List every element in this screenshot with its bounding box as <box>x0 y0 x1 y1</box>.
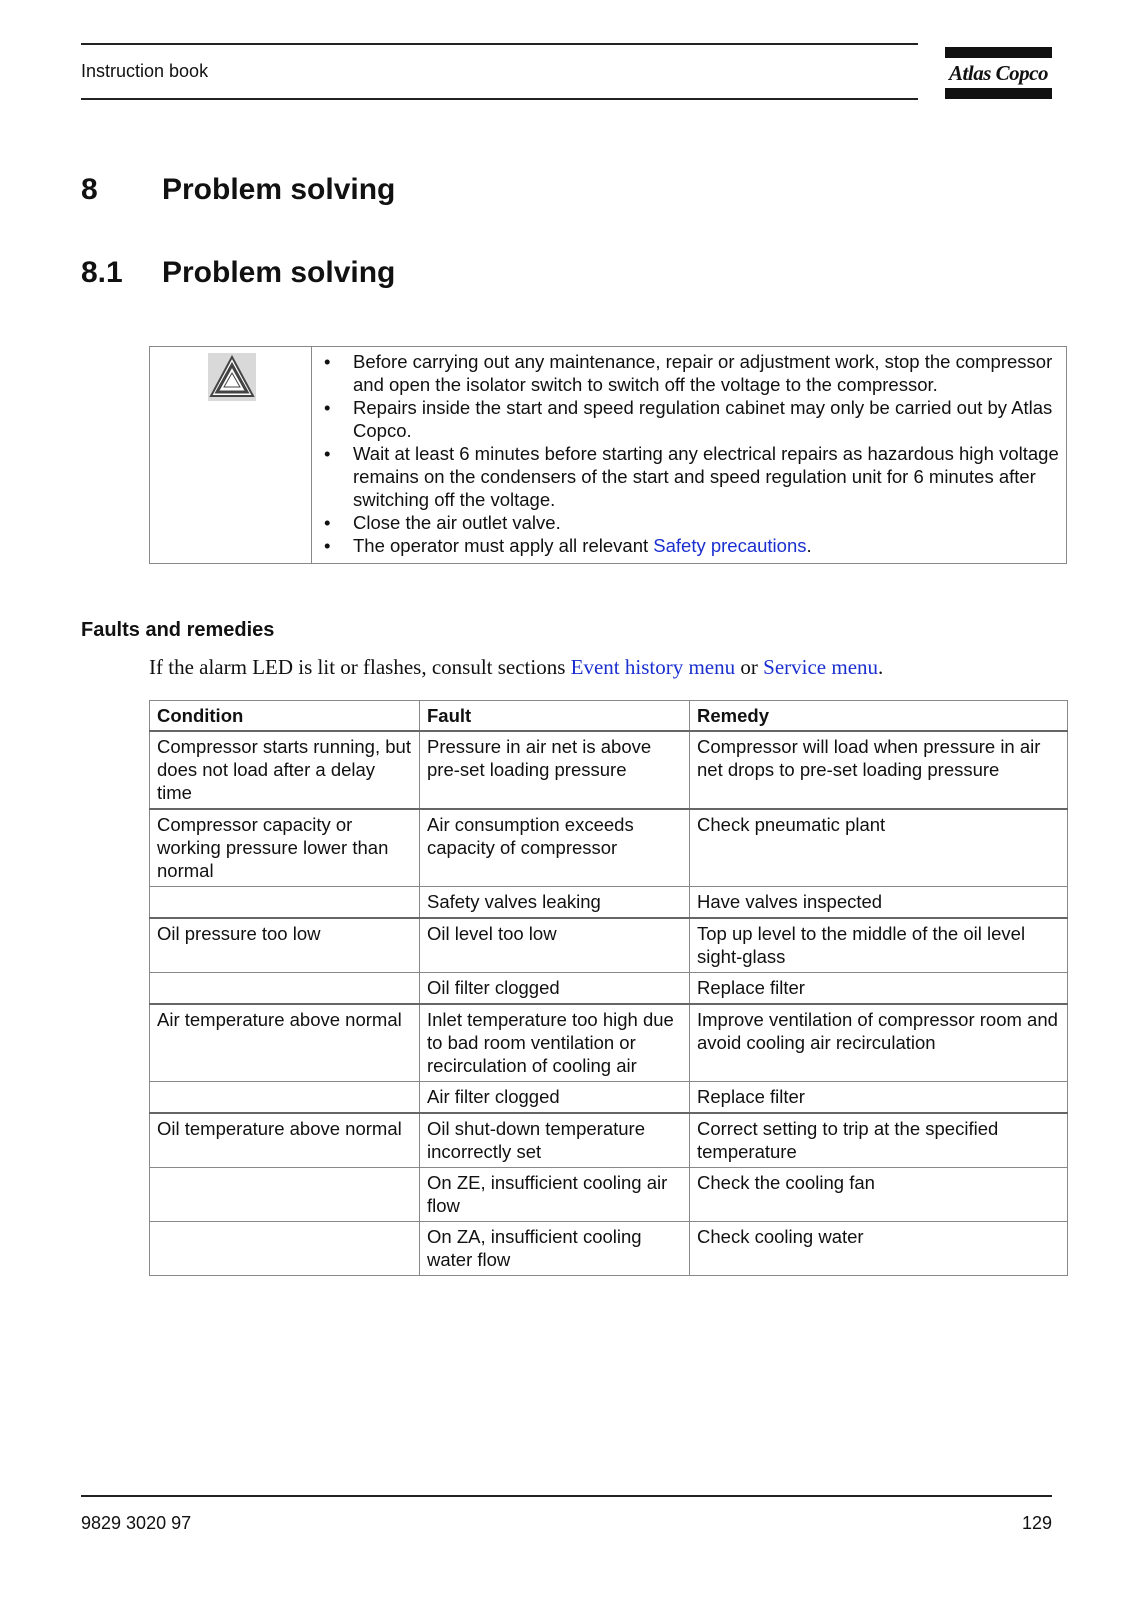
remedy-cell: Check pneumatic plant <box>690 809 1068 887</box>
remedy-cell: Top up level to the middle of the oil level sight-glass <box>690 918 1068 973</box>
table-header-row <box>150 701 1068 732</box>
fault-cell: Oil filter clogged <box>420 973 690 1005</box>
table-row <box>150 1222 1068 1276</box>
remedy-cell: Check cooling water <box>690 1222 1068 1276</box>
table-row <box>150 918 1068 973</box>
column-header-condition: Condition <box>150 701 420 732</box>
intro-text: If the alarm LED is lit or flashes, consult sections <box>149 655 571 679</box>
chapter-number: 8 <box>81 173 98 206</box>
fault-cell: On ZA, insufficient cooling water flow <box>420 1222 690 1276</box>
warning-item: • Before carrying out any maintenance, repair or adjustment work, stop the compressor and open the isolator switch to switch off the voltage to the compressor. <box>322 350 1067 396</box>
fault-cell: Pressure in air net is above pre-set loading pressure <box>420 731 690 809</box>
remedy-cell: Compressor will load when pressure in air net drops to pre-set loading pressure <box>690 731 1068 809</box>
condition-cell: Compressor starts running, but does not load after a delay time <box>150 731 420 809</box>
condition-cell <box>150 1168 420 1222</box>
table-row <box>150 973 1068 1005</box>
fault-cell: Oil level too low <box>420 918 690 973</box>
table-row <box>150 731 1068 809</box>
condition-cell <box>150 973 420 1005</box>
condition-cell <box>150 887 420 919</box>
table-row <box>150 1168 1068 1222</box>
warning-item: • Repairs inside the start and speed regulation cabinet may only be carried out by Atlas Copco. <box>322 396 1067 442</box>
event-history-menu-link[interactable]: Event history menu <box>570 655 736 679</box>
fault-cell: Inlet temperature too high due to bad room ventilation or recirculation of cooling air <box>420 1004 690 1082</box>
fault-cell: Air filter clogged <box>420 1082 690 1114</box>
faults-intro <box>149 655 883 680</box>
remedy-cell: Correct setting to trip at the specified temperature <box>690 1113 1068 1168</box>
section-title: Problem solving <box>162 256 396 289</box>
remedy-cell: Check the cooling fan <box>690 1168 1068 1222</box>
table-row <box>150 1113 1068 1168</box>
warning-divider <box>311 346 312 564</box>
fault-cell: Air consumption exceeds capacity of compressor <box>420 809 690 887</box>
warning-triangle-icon <box>208 353 256 401</box>
warning-item-text: The operator must apply all relevant <box>353 535 654 556</box>
faults-heading: Faults and remedies <box>81 619 275 641</box>
section-number: 8.1 <box>81 256 123 289</box>
safety-precautions-link[interactable]: Safety precautions <box>653 535 807 556</box>
logo-bar-top <box>945 47 1052 58</box>
fault-cell: On ZE, insufficient cooling air flow <box>420 1168 690 1222</box>
column-header-remedy: Remedy <box>690 701 1068 732</box>
condition-cell: Oil pressure too low <box>150 918 420 973</box>
chapter-heading <box>81 173 395 207</box>
footer-rule <box>81 1495 1052 1497</box>
logo-bar-bottom <box>945 88 1052 99</box>
atlas-copco-logo <box>945 47 1052 99</box>
condition-cell: Oil temperature above normal <box>150 1113 420 1168</box>
table-row <box>150 809 1068 887</box>
warning-item: • Wait at least 6 minutes before starting any electrical repairs as hazardous high voltage remains on the condensers of the start and speed regulation unit for 6 minutes after switching off the voltage. <box>322 442 1067 511</box>
condition-cell <box>150 1222 420 1276</box>
faults-table <box>149 700 1068 1276</box>
header-rule-top <box>81 43 918 45</box>
logo-wordmark: Atlas Copco <box>949 61 1048 85</box>
remedy-cell: Have valves inspected <box>690 887 1068 919</box>
document-number: 9829 3020 97 <box>81 1513 192 1533</box>
column-header-fault: Fault <box>420 701 690 732</box>
fault-cell: Oil shut-down temperature incorrectly set <box>420 1113 690 1168</box>
service-menu-link[interactable]: Service menu <box>763 655 879 679</box>
intro-text-or: or <box>735 655 764 679</box>
intro-text-end: . <box>878 655 884 679</box>
section-heading <box>81 256 395 290</box>
condition-cell: Air temperature above normal <box>150 1004 420 1082</box>
warning-item <box>322 534 1067 557</box>
remedy-cell: Improve ventilation of compressor room and avoid cooling air recirculation <box>690 1004 1068 1082</box>
table-row <box>150 1004 1068 1082</box>
warning-item: • Close the air outlet valve. <box>322 511 1067 534</box>
remedy-cell: Replace filter <box>690 1082 1068 1114</box>
condition-cell: Compressor capacity or working pressure lower than normal <box>150 809 420 887</box>
remedy-cell: Replace filter <box>690 973 1068 1005</box>
table-row <box>150 1082 1068 1114</box>
warning-item-period: . <box>806 535 812 556</box>
header-rule-bottom <box>81 98 918 100</box>
condition-cell <box>150 1082 420 1114</box>
header-title: Instruction book <box>81 61 209 81</box>
table-row <box>150 887 1068 919</box>
chapter-title: Problem solving <box>162 173 396 206</box>
page-number: 129 <box>1021 1513 1052 1533</box>
fault-cell: Safety valves leaking <box>420 887 690 919</box>
warning-list <box>322 350 1067 557</box>
